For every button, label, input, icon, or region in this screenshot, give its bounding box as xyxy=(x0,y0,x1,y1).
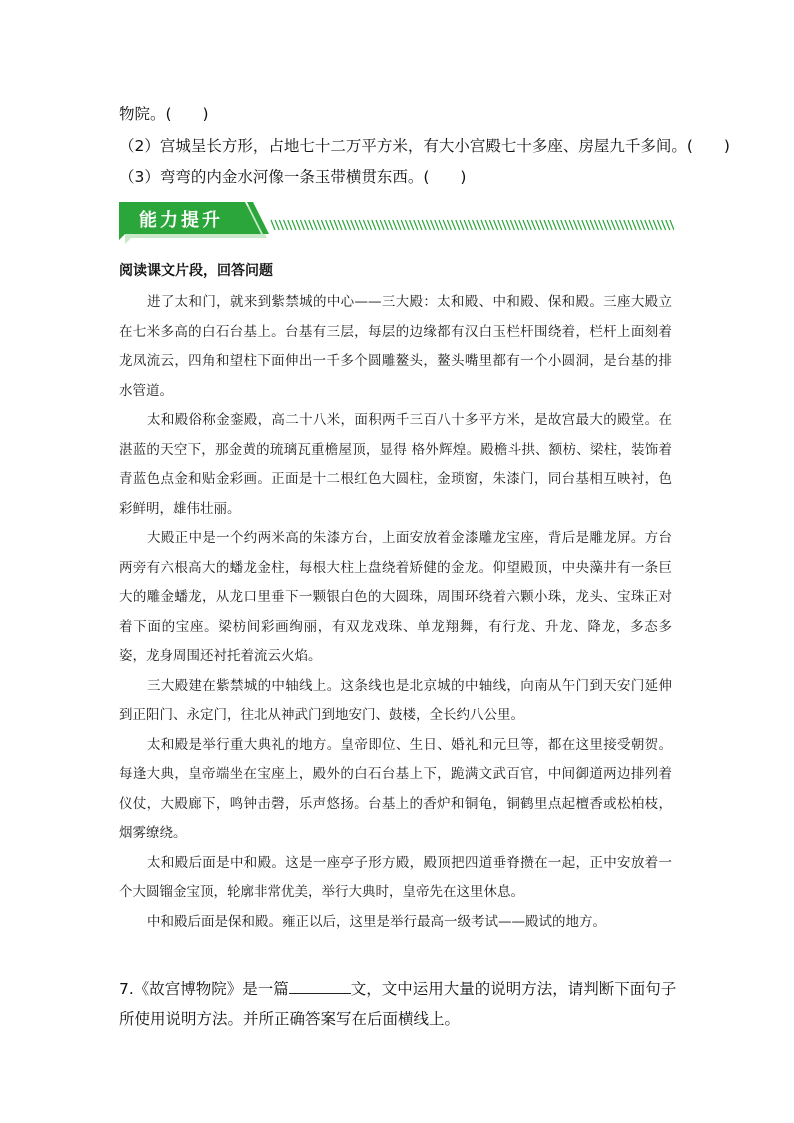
previous-question-tail: 物院。( ) xyxy=(119,105,209,123)
passage-paragraph: 三大殿建在紫禁城的中轴线上。这条线也是北京城的中轴线，向南从午门到天安门延伸到正阳门、永定门，往北从神武门到地安门、鼓楼，全长约八公里。 xyxy=(119,677,672,723)
passage-paragraph: 大殿正中是一个约两米高的朱漆方台，上面安放着金漆雕龙宝座，背后是雕龙屏。方台两旁有六根高大的蟠龙金柱，每根大柱上盘绕着矫健的金龙。仰望殿顶，中央藻井有一条巨大的雕金蟠龙，从龙口里垂下一颗银白色的大圆珠，周围环绕着六颗小珠，龙头、宝珠正对着下面的宝座。梁枋间彩画绚丽，有双龙戏珠、单龙翔舞，有行龙、升龙、降龙，多态多姿，龙身周围还衬托着流云火焰。 xyxy=(119,530,672,664)
question-7-prefix: 7.《故宫博物院》是一篇 xyxy=(119,980,289,998)
question-item-3: （3）弯弯的内金水河像一条玉带横贯东西。( ) xyxy=(119,168,467,186)
passage-paragraph: 中和殿后面是保和殿。雍正以后，这里是举行最高一级考试——殿试的地方。 xyxy=(147,913,606,930)
passage-paragraph: 太和殿后面是中和殿。这是一座亭子形方殿，殿顶把四道垂脊攒在一起，正中安放着一个大圆镏金宝顶，轮廓非常优美，举行大典时，皇帝先在这里休息。 xyxy=(119,854,672,900)
passage-paragraph: 太和殿俗称金銮殿，高二十八米，面积两千三百八十多平方米，是故宫最大的殿堂。在湛蓝的天空下，那金黄的琉璃瓦重檐屋顶，显得 格外辉煌。殿檐斗拱、额枋、梁柱，装饰着青蓝色点金和贴金彩画。正面是十二根红色大圆柱，金琐窗，朱漆门，同台基相互映衬，色彩鲜明，雄伟壮丽。 xyxy=(119,412,672,517)
banner-hatch-line xyxy=(271,220,674,230)
passage-paragraph: 进了太和门，就来到紫禁城的中心——三大殿：太和殿、中和殿、保和殿。三座大殿立在七米多高的白石台基上。台基有三层，每层的边缘都有汉白玉栏杆围绕着，栏杆上面刻着龙凤流云，四角和望柱下面伸出一千多个圆雕鳌头，鳌头嘴里都有一个小圆洞，是台基的排水管道。 xyxy=(119,294,672,399)
section-title: 能力提升 xyxy=(139,210,223,231)
question-7 xyxy=(119,974,679,1034)
question-item-2: （2）宫城呈长方形，占地七十二万平方米，有大小宫殿七十多座、房屋九千多间。( ) xyxy=(119,137,730,155)
passage-paragraph: 太和殿是举行重大典礼的地方。皇帝即位、生日、婚礼和元旦等，都在这里接受朝贺。每逢大典，皇帝端坐在宝座上，殿外的白石台基上下，跪满文武百官，中间御道两边排列着仪仗，大殿廊下，鸣钟击磬，乐声悠扬。台基上的香炉和铜龟，铜鹤里点起檀香或松柏枝，烟雾缭绕。 xyxy=(119,736,672,841)
reading-instruction: 阅读课文片段，回答问题 xyxy=(119,263,273,279)
answer-blank[interactable] xyxy=(289,979,351,994)
question-7-suffix: 文，文中运用大量的说明方法，请判断下面句子所使用说明方法。并所正确答案写在后面横线上。 xyxy=(119,980,677,1028)
reading-passage xyxy=(119,288,672,937)
